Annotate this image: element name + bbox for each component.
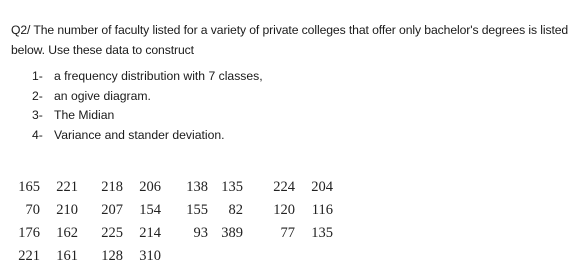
task-item (32, 106, 263, 126)
data-cell: 225 (101, 225, 123, 241)
data-cell: 161 (56, 248, 78, 264)
data-cell: 389 (221, 225, 243, 241)
data-cell: 218 (101, 179, 123, 195)
data-cell: 154 (139, 202, 161, 218)
data-cell: 82 (228, 202, 243, 218)
data-row (6, 199, 377, 222)
task-number: 4- (32, 127, 43, 142)
task-item (32, 67, 263, 87)
data-cell: 206 (139, 179, 161, 195)
task-number: 2- (32, 88, 43, 103)
task-text: a frequency distribution with 7 classes, (54, 69, 263, 83)
data-cell: 210 (56, 202, 78, 218)
task-text: an ogive diagram. (54, 88, 151, 103)
data-cell: 135 (311, 225, 333, 241)
task-number: 1- (32, 69, 43, 83)
data-cell: 155 (186, 202, 208, 218)
data-cell: 116 (311, 202, 333, 218)
faculty-data-table (6, 176, 377, 268)
data-cell: 70 (25, 202, 40, 218)
data-cell: 93 (193, 225, 208, 241)
data-cell: 138 (186, 179, 208, 195)
task-number: 3- (32, 108, 43, 122)
task-text: Variance and stander deviation. (54, 127, 225, 142)
data-cell: 214 (139, 225, 161, 241)
data-row (6, 176, 377, 199)
data-cell: 120 (273, 202, 295, 218)
data-cell: 207 (101, 202, 123, 218)
data-cell: 77 (280, 225, 295, 241)
data-cell: 221 (56, 179, 78, 195)
data-cell: 128 (101, 248, 123, 264)
data-cell: 135 (221, 179, 243, 195)
data-row (6, 222, 377, 245)
task-text: The Midian (54, 108, 115, 122)
data-cell: 224 (273, 179, 295, 195)
task-item (32, 87, 263, 107)
data-cell: 162 (56, 225, 78, 241)
data-cell: 204 (311, 179, 333, 195)
question-text: Q2/ The number of faculty listed for a variety of private colleges that offer only bachelor's degrees is listed below. Use these data to construct (11, 23, 569, 57)
data-cell: 176 (18, 225, 40, 241)
data-cell: 221 (18, 248, 40, 264)
task-list (32, 67, 263, 145)
task-item (32, 126, 263, 146)
data-row (6, 245, 377, 268)
data-cell: 165 (18, 179, 40, 195)
data-cell: 310 (139, 248, 161, 264)
